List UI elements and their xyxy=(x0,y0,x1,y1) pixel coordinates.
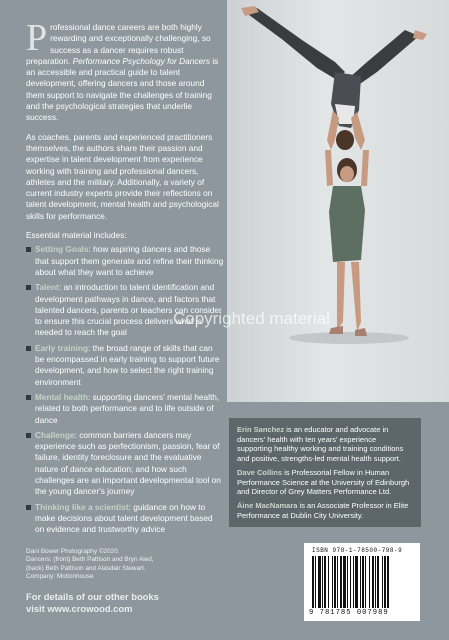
item-term: Thinking like a scientist xyxy=(35,501,129,512)
author-name: Dave Collins xyxy=(237,467,283,477)
item-text: : supporting dancers' mental health, related to both performance and to life outside of dance xyxy=(35,391,220,425)
footer-line-1: For details of our other books xyxy=(26,591,159,602)
copyright-watermark: Copyrighted material xyxy=(173,309,330,328)
intro-lead: rofessional dance careers are both highly rewarding and exceptionally challenging, so success as a dancer requires robust preparation. xyxy=(26,22,211,66)
square-bullet-icon xyxy=(26,505,31,510)
list-item xyxy=(26,502,224,536)
isbn-digits: 9 781785 007989 xyxy=(309,609,389,617)
square-bullet-icon xyxy=(26,346,31,351)
list-item xyxy=(26,343,224,388)
square-bullet-icon xyxy=(26,285,31,290)
credit-line: Dancers: (front) Beth Pattison and Bryn Aled, xyxy=(26,556,154,564)
barcode-icon xyxy=(312,556,412,608)
barcode-panel xyxy=(304,543,420,621)
dancers-illustration xyxy=(227,0,449,402)
item-term: Setting Goals xyxy=(35,244,89,255)
item-text: : the broad range of skills that can be encompassed in early training to support future development, and how to select the right training environment xyxy=(35,342,220,387)
isbn-label: ISBN 978-1-78500-798-9 xyxy=(312,547,403,554)
credit-line: (back) Beth Pattison and Alasdair Stewart. xyxy=(26,564,146,572)
item-term: Challenge xyxy=(35,429,75,440)
author-name: Erin Sanchez xyxy=(237,425,285,434)
intro-rest: is an accessible and practical guide to talent development, offering dancers and those around them support to navigate the challenges of training and the psychological strategies that underlie success. xyxy=(26,55,219,123)
item-text: : guidance on how to make decisions about talent development based on evidence and trustworthy advice xyxy=(35,501,213,535)
square-bullet-icon xyxy=(26,433,31,438)
list-item xyxy=(26,244,224,278)
essential-list xyxy=(26,244,224,535)
bio-text: is an educator and advocate in dancers' health with ten years' experience supporting healthy working and training conditions and positive, strengths-led mental health support. xyxy=(237,425,404,464)
item-term: Talent xyxy=(35,282,59,293)
bio-aine xyxy=(237,501,413,520)
item-term: Mental health xyxy=(35,391,89,402)
item-text: : how aspiring dancers and those that support them generate and refine their thinking about what they want to achieve xyxy=(35,244,224,277)
author-bios xyxy=(229,418,421,527)
footer-url[interactable]: visit www.crowood.com xyxy=(26,603,133,614)
bio-text: is Professorial Fellow in Human Performance Science at the University of Edinburgh and Director of Grey Matters Performance Ltd. xyxy=(237,467,410,497)
dancers-photo xyxy=(227,0,449,402)
list-item xyxy=(26,392,224,426)
item-text: : an introduction to talent identification and development pathways in dance, and factors that talented dancers, parents or teachers can consider to ensure this crucial process delivers what is needed to reach the goal xyxy=(35,282,222,338)
author-name: Áine MacNamara xyxy=(237,500,298,510)
square-bullet-icon xyxy=(26,395,31,400)
item-term: Early training xyxy=(35,342,89,353)
bio-dave xyxy=(237,468,413,497)
square-bullet-icon xyxy=(26,247,31,252)
credit-line: Dani Bower Photography ©2020. xyxy=(26,548,120,555)
main-text-column xyxy=(26,17,224,539)
list-item xyxy=(26,430,224,498)
photo-credits xyxy=(26,548,216,581)
intro-paragraph xyxy=(26,17,224,124)
book-title: Performance Psychology for Dancers xyxy=(72,55,211,66)
publisher-footer xyxy=(26,591,226,615)
item-text: : common barriers dancers may experience such as perfectionism, passion, fear of failure, identity foreclosure and the evaluative nature of dance education; and how such challenges are an important developmental tool on the young dancer's journey xyxy=(35,429,221,497)
authors-paragraph: As coaches, parents and experienced practitioners themselves, the authors share their passion and expertise in talent development from experience working with training and professional dancers, athletes and the military. Additionally, a variety of current industry experts provide their reflections on talent development, mental health and psychological skills for performance. xyxy=(26,131,219,221)
bio-text: is an Associate Professor in Elite Performance at Dublin City University. xyxy=(237,500,409,520)
bio-erin xyxy=(237,425,413,464)
essential-heading: Essential material includes: xyxy=(26,230,127,241)
credit-line: Company: Motionhouse xyxy=(26,572,94,580)
drop-cap: P xyxy=(26,17,48,59)
